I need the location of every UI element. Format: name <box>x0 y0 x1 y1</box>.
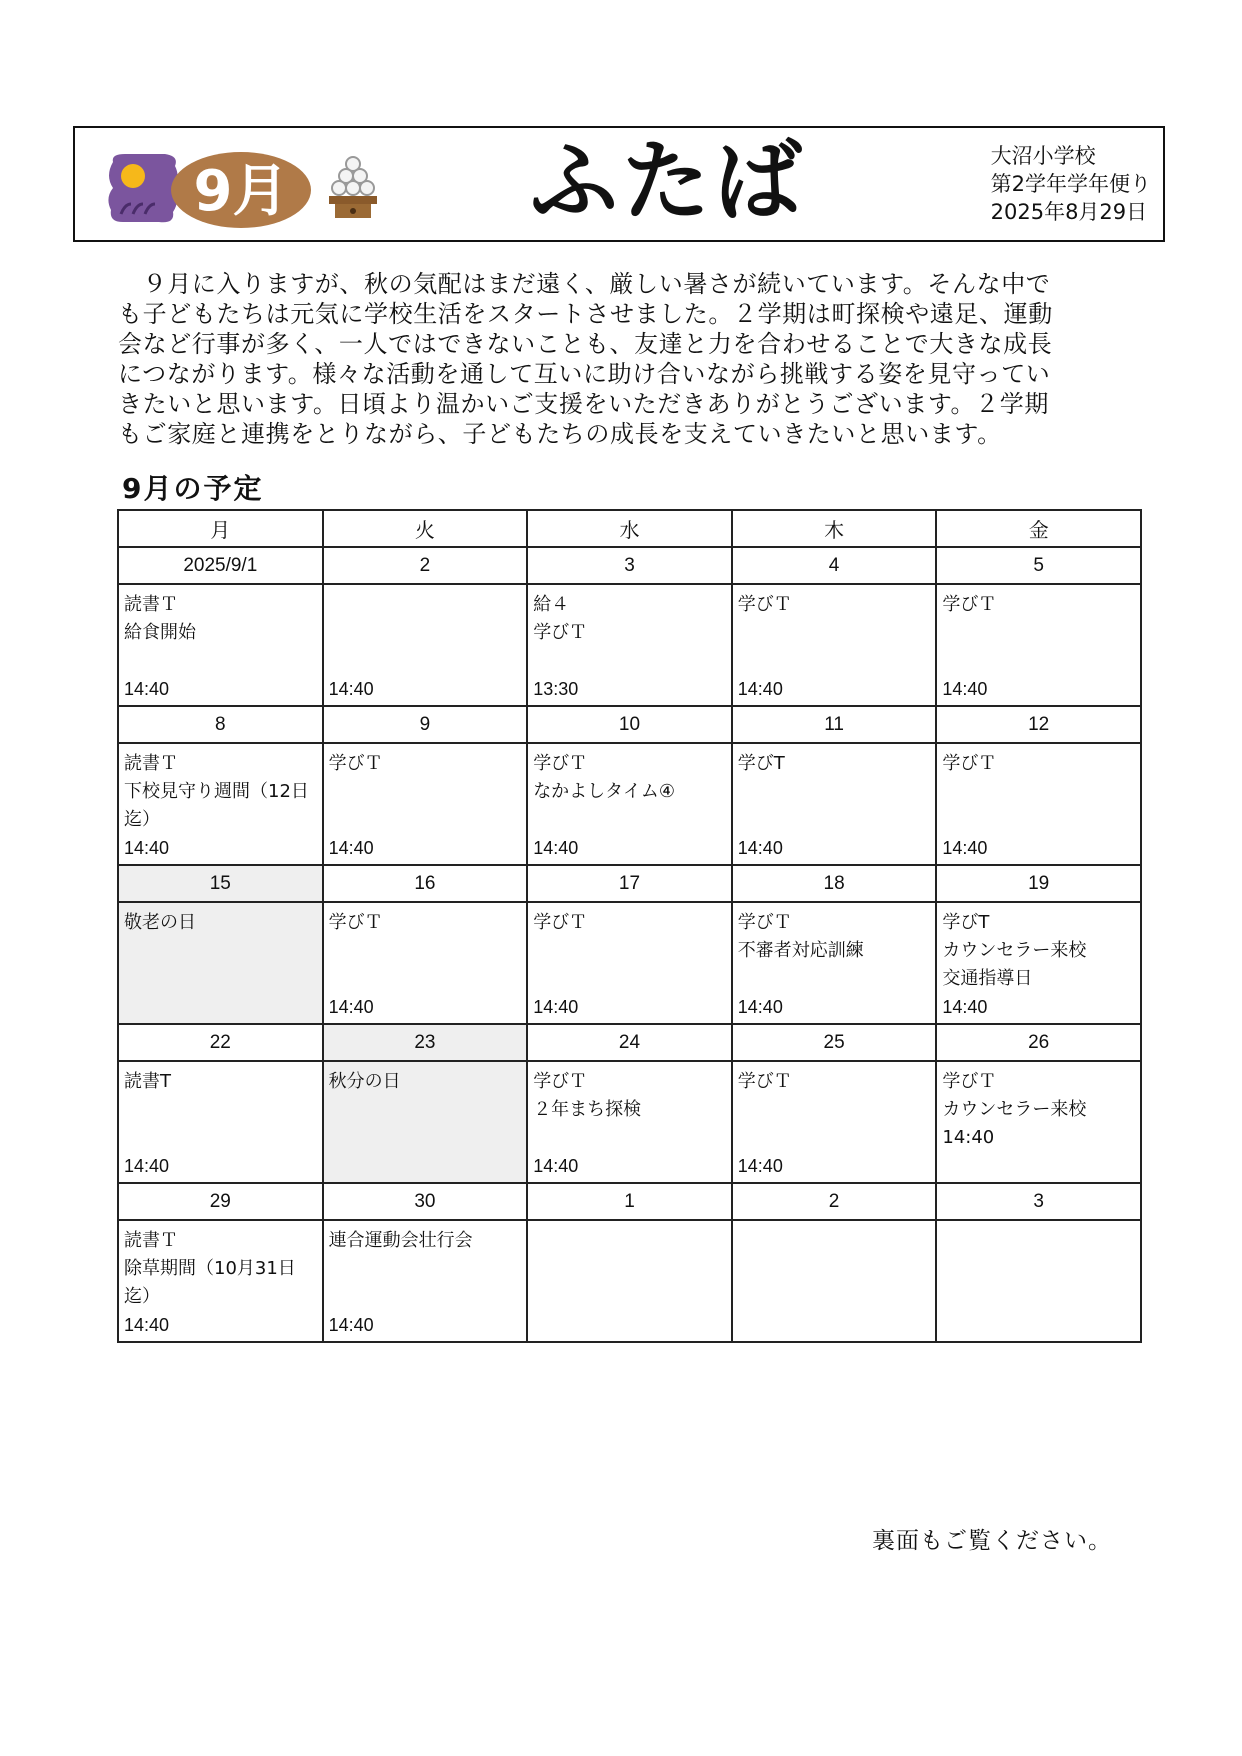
dismissal-time: 13:30 <box>533 679 579 699</box>
event-item: 学びＴ <box>737 594 792 615</box>
day-events-cell <box>936 902 1141 1024</box>
date-cell: 22 <box>118 1024 323 1061</box>
newsletter-title: ふたば <box>530 130 807 233</box>
day-events-cell <box>936 743 1141 865</box>
dismissal-time: 14:40 <box>533 1156 579 1176</box>
weekday-header: 金 <box>936 510 1141 547</box>
event-list <box>937 744 1140 778</box>
event-item: 給食開始 <box>124 622 196 643</box>
date-cell: 10 <box>527 706 732 743</box>
date-cell: 2 <box>732 1183 937 1220</box>
event-item: 連合運動会壮行会 <box>328 1230 473 1251</box>
date-cell: 9 <box>323 706 528 743</box>
newsletter-type: 第2学年学年便り <box>990 172 1151 196</box>
dismissal-time: 14:40 <box>533 997 579 1017</box>
day-events-cell <box>323 902 528 1024</box>
day-events-cell <box>118 1220 323 1342</box>
dismissal-time: 14:40 <box>942 838 988 858</box>
intro-paragraph <box>118 269 1118 449</box>
event-list <box>733 903 936 965</box>
event-item: 敬老の日 <box>124 912 196 933</box>
day-events-cell <box>323 1220 528 1342</box>
schedule-title: 9月の予定 <box>122 472 264 505</box>
events-row <box>118 902 1141 1024</box>
event-item: 読書Ｔ <box>124 753 178 774</box>
event-list <box>528 903 731 937</box>
weekday-header: 月 <box>118 510 323 547</box>
weekday-header: 水 <box>527 510 732 547</box>
date-row <box>118 706 1141 743</box>
event-item: ２年まち探検 <box>533 1099 642 1120</box>
event-item: 学びＴ <box>942 1071 997 1092</box>
day-events-cell <box>323 743 528 865</box>
day-events-cell <box>527 584 732 706</box>
intro-line: も子どもたちは元気に学校生活をスタートさせました。２学期は町探検や遠足、運動 <box>118 300 1053 328</box>
date-cell: 5 <box>936 547 1141 584</box>
event-item: 交通指導日 <box>942 968 1033 989</box>
day-events-cell <box>936 1220 1141 1342</box>
event-list <box>733 1221 936 1227</box>
weekday-header: 木 <box>732 510 937 547</box>
event-item: 学びＴ <box>328 753 383 774</box>
event-item: 学びＴ <box>533 912 588 933</box>
event-item: 学びＴ <box>737 912 792 933</box>
dismissal-time: 14:40 <box>124 1156 170 1176</box>
date-cell: 2 <box>323 547 528 584</box>
dismissal-time: 14:40 <box>533 838 579 858</box>
day-events-cell <box>732 743 937 865</box>
dismissal-time: 14:40 <box>328 1315 374 1335</box>
event-item: 学びＴ <box>737 1071 792 1092</box>
date-cell: 15 <box>118 865 323 902</box>
day-events-cell <box>527 743 732 865</box>
event-list <box>733 1062 936 1096</box>
day-events-cell <box>936 1061 1141 1183</box>
event-item: 秋分の日 <box>328 1071 401 1092</box>
dismissal-time: 14:40 <box>124 679 170 699</box>
event-list <box>937 1062 1140 1152</box>
event-list <box>119 744 322 834</box>
event-list <box>324 903 527 937</box>
date-cell: 19 <box>936 865 1141 902</box>
date-cell: 26 <box>936 1024 1141 1061</box>
dismissal-time: 14:40 <box>328 679 374 699</box>
event-list <box>937 903 1140 993</box>
september-logo-icon <box>103 148 393 228</box>
event-item: 下校見守り週間（12日迄） <box>124 781 309 830</box>
event-item: 不審者対応訓練 <box>737 940 864 961</box>
dismissal-time: 14:40 <box>737 1156 783 1176</box>
day-events-cell <box>732 902 937 1024</box>
event-list <box>733 744 936 778</box>
date-cell: 4 <box>732 547 937 584</box>
day-events-cell <box>118 902 323 1024</box>
event-list <box>528 744 731 806</box>
date-cell: 1 <box>527 1183 732 1220</box>
event-item: なかよしタイム④ <box>533 781 675 802</box>
event-list <box>528 585 731 647</box>
date-cell: 11 <box>732 706 937 743</box>
weekday-header: 火 <box>323 510 528 547</box>
dismissal-time: 14:40 <box>328 997 374 1017</box>
event-item: 学びＴ <box>328 912 383 933</box>
event-item: 学びT <box>737 753 785 774</box>
day-events-cell <box>527 902 732 1024</box>
dismissal-time: 14:40 <box>737 997 783 1017</box>
day-events-cell <box>732 1061 937 1183</box>
event-item: 給４ <box>533 594 570 615</box>
weekday-header-row <box>118 510 1141 547</box>
dismissal-time: 14:40 <box>737 679 783 699</box>
event-list <box>119 585 322 647</box>
intro-line: きたいと思います。日頃より温かいご支援をいただきありがとうございます。２学期 <box>118 390 1049 418</box>
date-cell: 12 <box>936 706 1141 743</box>
event-item: 学びＴ <box>942 753 997 774</box>
date-cell: 3 <box>936 1183 1141 1220</box>
date-row <box>118 1024 1141 1061</box>
date-cell: 29 <box>118 1183 323 1220</box>
day-events-cell <box>527 1220 732 1342</box>
date-cell: 23 <box>323 1024 528 1061</box>
calendar-body <box>118 547 1141 1342</box>
day-events-cell <box>118 1061 323 1183</box>
event-list <box>119 903 322 937</box>
day-events-cell <box>323 1061 528 1183</box>
date-cell: 18 <box>732 865 937 902</box>
event-list <box>324 744 527 778</box>
dismissal-time: 14:40 <box>737 838 783 858</box>
dismissal-time: 14:40 <box>328 838 374 858</box>
date-row <box>118 1183 1141 1220</box>
newsletter-header <box>73 126 1165 242</box>
date-cell: 16 <box>323 865 528 902</box>
date-cell: 30 <box>323 1183 528 1220</box>
day-events-cell <box>118 584 323 706</box>
events-row <box>118 1220 1141 1342</box>
date-cell: 2025/9/1 <box>118 547 323 584</box>
event-list <box>528 1062 731 1124</box>
dismissal-time: 14:40 <box>942 997 988 1017</box>
event-list <box>324 1221 527 1255</box>
date-cell: 3 <box>527 547 732 584</box>
events-row <box>118 584 1141 706</box>
intro-line: もご家庭と連携をとりながら、子どもたちの成長を支えていきたいと思います。 <box>118 420 1002 448</box>
event-item: 除草期間（10月31日迄） <box>124 1258 296 1307</box>
event-list <box>119 1062 322 1096</box>
dismissal-time: 14:40 <box>942 1127 995 1148</box>
date-cell: 8 <box>118 706 323 743</box>
event-item: カウンセラー来校 <box>942 940 1087 961</box>
date-row <box>118 547 1141 584</box>
event-item: 読書Ｔ <box>124 594 178 615</box>
day-events-cell <box>732 584 937 706</box>
intro-line: 会など行事が多く、一人ではできないことも、友達と力を合わせることで大きな成長 <box>118 330 1053 358</box>
events-row <box>118 743 1141 865</box>
issue-date: 2025年8月29日 <box>990 200 1148 224</box>
event-list <box>733 585 936 619</box>
day-events-cell <box>936 584 1141 706</box>
school-name: 大沼小学校 <box>990 144 1096 168</box>
dismissal-time: 14:40 <box>124 1315 170 1335</box>
event-item: 学びＴ <box>533 1071 588 1092</box>
event-item: 学びＴ <box>942 594 997 615</box>
date-row <box>118 865 1141 902</box>
event-item: カウンセラー来校 <box>942 1099 1087 1120</box>
schedule-calendar <box>117 509 1142 1343</box>
day-events-cell <box>118 743 323 865</box>
events-row <box>118 1061 1141 1183</box>
intro-line: ９月に入りますが、秋の気配はまだ遠く、厳しい暑さが続いています。そんな中で <box>118 270 1051 298</box>
event-list <box>528 1221 731 1227</box>
day-events-cell <box>527 1061 732 1183</box>
event-list <box>937 1221 1140 1227</box>
logo-month-text: 9月 <box>193 159 289 224</box>
event-list <box>324 1062 527 1096</box>
date-cell: 24 <box>527 1024 732 1061</box>
date-cell: 17 <box>527 865 732 902</box>
date-cell: 25 <box>732 1024 937 1061</box>
dismissal-time: 14:40 <box>124 838 170 858</box>
event-item: 読書T <box>124 1071 171 1092</box>
school-info <box>991 142 1151 226</box>
event-item: 学びＴ <box>533 622 588 643</box>
footer-note: 裏面もご覧ください。 <box>872 1528 1112 1554</box>
dismissal-time: 14:40 <box>942 679 988 699</box>
event-list <box>119 1221 322 1311</box>
day-events-cell <box>732 1220 937 1342</box>
event-item: 読書Ｔ <box>124 1230 178 1251</box>
event-item: 学びT <box>942 912 990 933</box>
intro-line: につながります。様々な活動を通して互いに助け合いながら挑戦する姿を見守ってい <box>118 360 1051 388</box>
event-item: 学びＴ <box>533 753 588 774</box>
event-list <box>324 585 527 591</box>
day-events-cell <box>323 584 528 706</box>
event-list <box>937 585 1140 619</box>
